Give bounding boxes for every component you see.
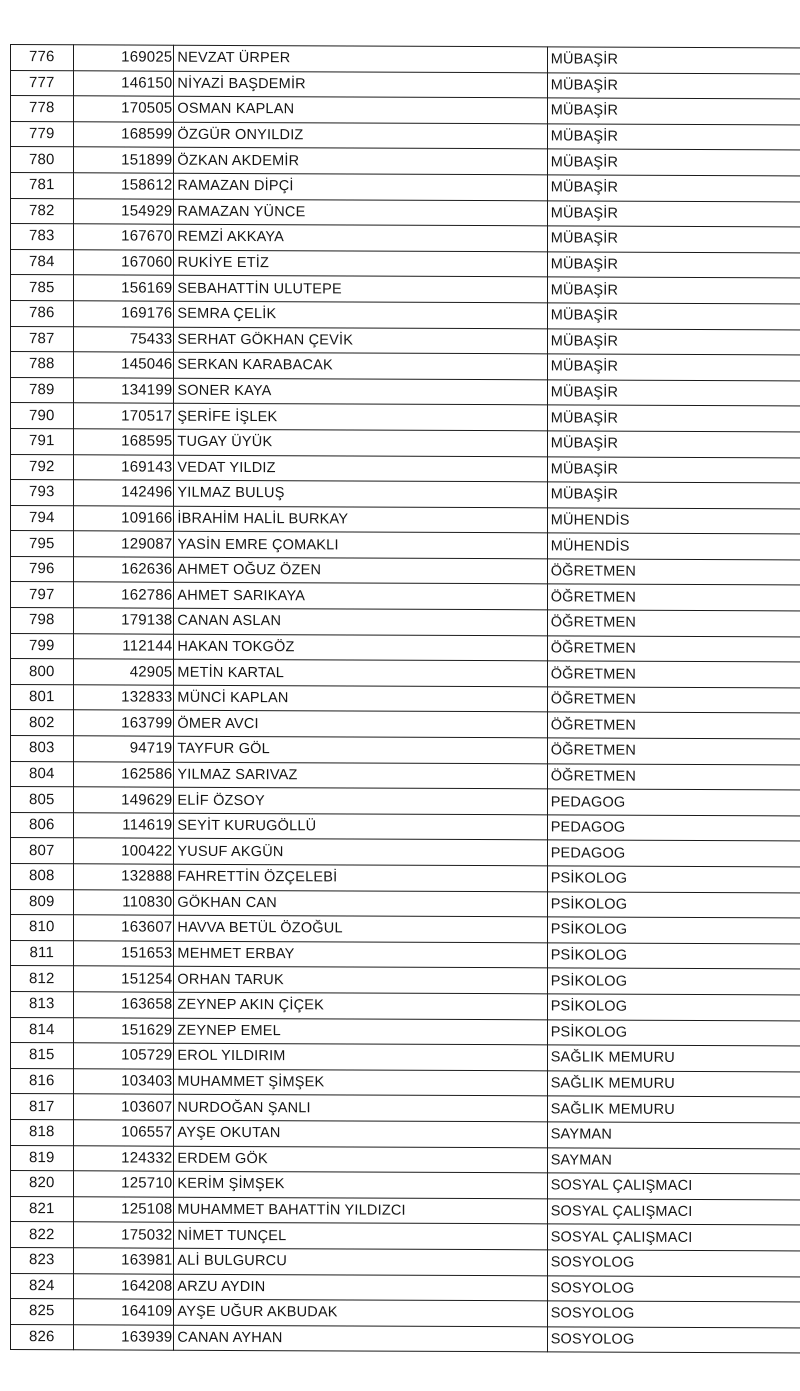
- person-name-cell: FAHRETTİN ÖZÇELEBİ: [174, 864, 547, 891]
- row-number-cell: 809: [11, 889, 74, 915]
- registry-number-cell: 151629: [73, 1017, 174, 1043]
- job-title-cell: MÜBAŞİR: [547, 47, 800, 74]
- registry-number-cell: 151653: [73, 941, 174, 967]
- job-title-cell: MÜBAŞİR: [547, 72, 800, 99]
- person-name-cell: VEDAT YILDIZ: [174, 455, 547, 482]
- row-number-cell: 816: [11, 1068, 74, 1094]
- personnel-table: [10, 44, 800, 1354]
- person-name-cell: ARZU AYDIN: [174, 1274, 547, 1301]
- person-name-cell: HAKAN TOKGÖZ: [174, 634, 547, 661]
- table-row: [11, 428, 800, 457]
- job-title-cell: MÜBAŞİR: [547, 354, 800, 381]
- table-row: [11, 1299, 800, 1328]
- registry-number-cell: 179138: [73, 608, 174, 634]
- row-number-cell: 808: [11, 864, 74, 890]
- row-number-cell: 807: [11, 838, 74, 864]
- row-number-cell: 804: [11, 761, 74, 787]
- registry-number-cell: 169025: [73, 45, 174, 71]
- job-title-cell: SAĞLIK MEMURU: [547, 1071, 800, 1098]
- job-title-cell: MÜBAŞİR: [547, 328, 800, 355]
- table-row: [11, 45, 800, 74]
- job-title-cell: ÖĞRETMEN: [547, 636, 800, 663]
- job-title-cell: PSİKOLOG: [547, 943, 800, 970]
- row-number-cell: 790: [11, 403, 74, 429]
- table-row: [11, 1068, 800, 1097]
- registry-number-cell: 175032: [73, 1222, 174, 1248]
- registry-number-cell: 110830: [73, 889, 174, 915]
- person-name-cell: YILMAZ SARIVAZ: [174, 762, 547, 789]
- table-row: [11, 684, 800, 713]
- table-row: [11, 1145, 800, 1174]
- registry-number-cell: 105729: [73, 1043, 174, 1069]
- table-row: [11, 1273, 800, 1302]
- registry-number-cell: 124332: [73, 1145, 174, 1171]
- row-number-cell: 778: [11, 96, 74, 122]
- row-number-cell: 780: [11, 147, 74, 173]
- person-name-cell: GÖKHAN CAN: [174, 890, 547, 917]
- table-row: [11, 940, 800, 969]
- person-name-cell: YASİN EMRE ÇOMAKLI: [174, 531, 547, 558]
- job-title-cell: MÜBAŞİR: [547, 277, 800, 304]
- person-name-cell: ÖMER AVCI: [174, 711, 547, 738]
- table-row: [11, 1119, 800, 1148]
- person-name-cell: ŞERİFE İŞLEK: [174, 404, 547, 431]
- row-number-cell: 781: [11, 172, 74, 198]
- row-number-cell: 813: [11, 991, 74, 1017]
- registry-number-cell: 169176: [73, 301, 174, 327]
- person-name-cell: İBRAHİM HALİL BURKAY: [174, 506, 547, 533]
- job-title-cell: PEDAGOG: [547, 840, 800, 867]
- table-row: [11, 889, 800, 918]
- table-body: [11, 45, 800, 1354]
- registry-number-cell: 162586: [73, 761, 174, 787]
- table-row: [11, 224, 800, 253]
- row-number-cell: 794: [11, 505, 74, 531]
- table-row: [11, 326, 800, 355]
- registry-number-cell: 94719: [73, 736, 174, 762]
- table-row: [11, 556, 800, 585]
- table-row: [11, 147, 800, 176]
- person-name-cell: ZEYNEP AKIN ÇİÇEK: [174, 992, 547, 1019]
- person-name-cell: YUSUF AKGÜN: [174, 839, 547, 866]
- registry-number-cell: 109166: [73, 505, 174, 531]
- job-title-cell: PSİKOLOG: [547, 866, 800, 893]
- table-row: [11, 454, 800, 483]
- registry-number-cell: 100422: [73, 838, 174, 864]
- row-number-cell: 820: [11, 1171, 74, 1197]
- row-number-cell: 793: [11, 480, 74, 506]
- job-title-cell: ÖĞRETMEN: [547, 687, 800, 714]
- table-row: [11, 249, 800, 278]
- table-row: [11, 812, 800, 841]
- row-number-cell: 825: [11, 1299, 74, 1325]
- job-title-cell: MÜBAŞİR: [547, 175, 800, 202]
- row-number-cell: 818: [11, 1119, 74, 1145]
- job-title-cell: MÜBAŞİR: [547, 98, 800, 125]
- row-number-cell: 801: [11, 684, 74, 710]
- registry-number-cell: 164208: [73, 1273, 174, 1299]
- row-number-cell: 824: [11, 1273, 74, 1299]
- table-row: [11, 838, 800, 867]
- person-name-cell: NİYAZİ BAŞDEMİR: [174, 71, 547, 98]
- person-name-cell: ÖZGÜR ONYILDIZ: [174, 122, 547, 149]
- job-title-cell: PSİKOLOG: [547, 917, 800, 944]
- registry-number-cell: 146150: [73, 70, 174, 96]
- registry-number-cell: 106557: [73, 1120, 174, 1146]
- registry-number-cell: 163607: [73, 915, 174, 941]
- registry-number-cell: 103607: [73, 1094, 174, 1120]
- job-title-cell: MÜBAŞİR: [547, 124, 800, 151]
- table-row: [11, 1222, 800, 1251]
- table-row: [11, 582, 800, 611]
- registry-number-cell: 154929: [73, 198, 174, 224]
- table-row: [11, 172, 800, 201]
- table-row: [11, 608, 800, 637]
- table-row: [11, 505, 800, 534]
- person-name-cell: ZEYNEP EMEL: [174, 1018, 547, 1045]
- job-title-cell: ÖĞRETMEN: [547, 559, 800, 586]
- table-row: [11, 736, 800, 765]
- table-row: [11, 300, 800, 329]
- row-number-cell: 826: [11, 1324, 74, 1350]
- registry-number-cell: 42905: [73, 659, 174, 685]
- person-name-cell: MUHAMMET ŞİMŞEK: [174, 1069, 547, 1096]
- registry-number-cell: 125108: [73, 1196, 174, 1222]
- table-row: [11, 403, 800, 432]
- person-name-cell: RUKİYE ETİZ: [174, 250, 547, 277]
- table-row: [11, 659, 800, 688]
- job-title-cell: SOSYAL ÇALIŞMACI: [547, 1224, 800, 1251]
- person-name-cell: EROL YILDIRIM: [174, 1043, 547, 1070]
- registry-number-cell: 163981: [73, 1248, 174, 1274]
- registry-number-cell: 163799: [73, 710, 174, 736]
- person-name-cell: KERİM ŞİMŞEK: [174, 1171, 547, 1198]
- job-title-cell: PSİKOLOG: [547, 891, 800, 918]
- person-name-cell: REMZİ AKKAYA: [174, 224, 547, 251]
- job-title-cell: SAĞLIK MEMURU: [547, 1096, 800, 1123]
- table-row: [11, 70, 800, 99]
- job-title-cell: SOSYOLOG: [547, 1250, 800, 1277]
- table-row: [11, 121, 800, 150]
- registry-number-cell: 132888: [73, 864, 174, 890]
- table-row: [11, 531, 800, 560]
- registry-number-cell: 170505: [73, 96, 174, 122]
- row-number-cell: 796: [11, 556, 74, 582]
- person-name-cell: CANAN ASLAN: [174, 608, 547, 635]
- table-row: [11, 1171, 800, 1200]
- person-name-cell: RAMAZAN DİPÇİ: [174, 173, 547, 200]
- table-row: [11, 198, 800, 227]
- person-name-cell: AYŞE OKUTAN: [174, 1120, 547, 1147]
- job-title-cell: ÖĞRETMEN: [547, 712, 800, 739]
- registry-number-cell: 158612: [73, 173, 174, 199]
- person-name-cell: CANAN AYHAN: [174, 1325, 547, 1352]
- row-number-cell: 810: [11, 915, 74, 941]
- job-title-cell: MÜBAŞİR: [547, 456, 800, 483]
- person-name-cell: OSMAN KAPLAN: [174, 96, 547, 123]
- table-row: [11, 761, 800, 790]
- table-row: [11, 377, 800, 406]
- person-name-cell: SEBAHATTİN ULUTEPE: [174, 276, 547, 303]
- table-row: [11, 1196, 800, 1225]
- registry-number-cell: 134199: [73, 377, 174, 403]
- table-row: [11, 991, 800, 1020]
- registry-number-cell: 125710: [73, 1171, 174, 1197]
- registry-number-cell: 142496: [73, 480, 174, 506]
- row-number-cell: 812: [11, 966, 74, 992]
- job-title-cell: MÜBAŞİR: [547, 252, 800, 279]
- registry-number-cell: 151899: [73, 147, 174, 173]
- registry-number-cell: 145046: [73, 352, 174, 378]
- registry-number-cell: 114619: [73, 813, 174, 839]
- registry-number-cell: 170517: [73, 403, 174, 429]
- job-title-cell: ÖĞRETMEN: [547, 610, 800, 637]
- job-title-cell: MÜBAŞİR: [547, 303, 800, 330]
- job-title-cell: SAYMAN: [547, 1122, 800, 1149]
- table-row: [11, 1247, 800, 1276]
- table-row: [11, 1017, 800, 1046]
- row-number-cell: 799: [11, 633, 74, 659]
- row-number-cell: 786: [11, 300, 74, 326]
- table-row: [11, 710, 800, 739]
- row-number-cell: 797: [11, 582, 74, 608]
- job-title-cell: MÜBAŞİR: [547, 405, 800, 432]
- person-name-cell: MÜNCİ KAPLAN: [174, 685, 547, 712]
- job-title-cell: MÜBAŞİR: [547, 200, 800, 227]
- row-number-cell: 791: [11, 428, 74, 454]
- row-number-cell: 798: [11, 608, 74, 634]
- job-title-cell: ÖĞRETMEN: [547, 584, 800, 611]
- registry-number-cell: 151254: [73, 966, 174, 992]
- row-number-cell: 788: [11, 352, 74, 378]
- person-name-cell: ELİF ÖZSOY: [174, 787, 547, 814]
- person-name-cell: ERDEM GÖK: [174, 1146, 547, 1173]
- row-number-cell: 819: [11, 1145, 74, 1171]
- person-name-cell: NURDOĞAN ŞANLI: [174, 1095, 547, 1122]
- job-title-cell: PEDAGOG: [547, 815, 800, 842]
- table-row: [11, 1324, 800, 1353]
- row-number-cell: 776: [11, 45, 74, 71]
- row-number-cell: 806: [11, 812, 74, 838]
- table-row: [11, 787, 800, 816]
- person-name-cell: MEHMET ERBAY: [174, 941, 547, 968]
- person-name-cell: AHMET OĞUZ ÖZEN: [174, 557, 547, 584]
- registry-number-cell: 167670: [73, 224, 174, 250]
- registry-number-cell: 164109: [73, 1299, 174, 1325]
- person-name-cell: NEVZAT ÜRPER: [174, 45, 547, 72]
- job-title-cell: PSİKOLOG: [547, 994, 800, 1021]
- table-row: [11, 480, 800, 509]
- row-number-cell: 823: [11, 1247, 74, 1273]
- person-name-cell: TUGAY ÜYÜK: [174, 429, 547, 456]
- row-number-cell: 822: [11, 1222, 74, 1248]
- person-name-cell: SEYİT KURUGÖLLÜ: [174, 813, 547, 840]
- registry-number-cell: 129087: [73, 531, 174, 557]
- job-title-cell: ÖĞRETMEN: [547, 661, 800, 688]
- job-title-cell: PSİKOLOG: [547, 1019, 800, 1046]
- row-number-cell: 814: [11, 1017, 74, 1043]
- job-title-cell: SAĞLIK MEMURU: [547, 1045, 800, 1072]
- registry-number-cell: 162636: [73, 557, 174, 583]
- registry-number-cell: 163939: [73, 1324, 174, 1350]
- registry-number-cell: 156169: [73, 275, 174, 301]
- person-name-cell: RAMAZAN YÜNCE: [174, 199, 547, 226]
- person-name-cell: HAVVA BETÜL ÖZOĞUL: [174, 915, 547, 942]
- table-row: [11, 1094, 800, 1123]
- job-title-cell: SAYMAN: [547, 1147, 800, 1174]
- registry-number-cell: 149629: [73, 787, 174, 813]
- registry-number-cell: 167060: [73, 250, 174, 276]
- job-title-cell: SOSYOLOG: [547, 1275, 800, 1302]
- person-name-cell: ÖZKAN AKDEMİR: [174, 148, 547, 175]
- row-number-cell: 782: [11, 198, 74, 224]
- table-row: [11, 275, 800, 304]
- table-row: [11, 96, 800, 125]
- table-row: [11, 915, 800, 944]
- person-name-cell: SERHAT GÖKHAN ÇEVİK: [174, 327, 547, 354]
- job-title-cell: MÜBAŞİR: [547, 431, 800, 458]
- registry-number-cell: 163658: [73, 992, 174, 1018]
- job-title-cell: MÜHENDİS: [547, 533, 800, 560]
- job-title-cell: MÜBAŞİR: [547, 482, 800, 509]
- person-name-cell: MUHAMMET BAHATTİN YILDIZCI: [174, 1197, 547, 1224]
- job-title-cell: ÖĞRETMEN: [547, 738, 800, 765]
- person-name-cell: SEMRA ÇELİK: [174, 301, 547, 328]
- row-number-cell: 817: [11, 1094, 74, 1120]
- registry-number-cell: 162786: [73, 582, 174, 608]
- row-number-cell: 785: [11, 275, 74, 301]
- row-number-cell: 815: [11, 1043, 74, 1069]
- row-number-cell: 803: [11, 736, 74, 762]
- table-row: [11, 633, 800, 662]
- table-row: [11, 966, 800, 995]
- row-number-cell: 795: [11, 531, 74, 557]
- person-name-cell: TAYFUR GÖL: [174, 736, 547, 763]
- registry-number-cell: 169143: [73, 454, 174, 480]
- job-title-cell: MÜBAŞİR: [547, 226, 800, 253]
- registry-number-cell: 168595: [73, 429, 174, 455]
- person-name-cell: ORHAN TARUK: [174, 967, 547, 994]
- job-title-cell: PEDAGOG: [547, 789, 800, 816]
- registry-number-cell: 132833: [73, 685, 174, 711]
- registry-number-cell: 168599: [73, 122, 174, 148]
- job-title-cell: ÖĞRETMEN: [547, 763, 800, 790]
- row-number-cell: 802: [11, 710, 74, 736]
- row-number-cell: 789: [11, 377, 74, 403]
- row-number-cell: 777: [11, 70, 74, 96]
- person-name-cell: SERKAN KARABACAK: [174, 352, 547, 379]
- person-name-cell: AHMET SARIKAYA: [174, 583, 547, 610]
- row-number-cell: 800: [11, 659, 74, 685]
- row-number-cell: 779: [11, 121, 74, 147]
- job-title-cell: MÜHENDİS: [547, 508, 800, 535]
- job-title-cell: SOSYOLOG: [547, 1301, 800, 1328]
- row-number-cell: 805: [11, 787, 74, 813]
- row-number-cell: 783: [11, 224, 74, 250]
- job-title-cell: SOSYAL ÇALIŞMACI: [547, 1199, 800, 1226]
- row-number-cell: 784: [11, 249, 74, 275]
- registry-number-cell: 75433: [73, 326, 174, 352]
- job-title-cell: PSİKOLOG: [547, 968, 800, 995]
- person-name-cell: SONER KAYA: [174, 378, 547, 405]
- table-row: [11, 1043, 800, 1072]
- job-title-cell: SOSYAL ÇALIŞMACI: [547, 1173, 800, 1200]
- row-number-cell: 787: [11, 326, 74, 352]
- job-title-cell: SOSYOLOG: [547, 1327, 800, 1354]
- table-row: [11, 864, 800, 893]
- person-name-cell: AYŞE UĞUR AKBUDAK: [174, 1299, 547, 1326]
- row-number-cell: 821: [11, 1196, 74, 1222]
- person-name-cell: ALİ BULGURCU: [174, 1248, 547, 1275]
- table-row: [11, 352, 800, 381]
- registry-number-cell: 103403: [73, 1069, 174, 1095]
- person-name-cell: METİN KARTAL: [174, 659, 547, 686]
- job-title-cell: MÜBAŞİR: [547, 149, 800, 176]
- job-title-cell: MÜBAŞİR: [547, 380, 800, 407]
- person-name-cell: YILMAZ BULUŞ: [174, 480, 547, 507]
- person-name-cell: NİMET TUNÇEL: [174, 1223, 547, 1250]
- registry-number-cell: 112144: [73, 633, 174, 659]
- row-number-cell: 792: [11, 454, 74, 480]
- row-number-cell: 811: [11, 940, 74, 966]
